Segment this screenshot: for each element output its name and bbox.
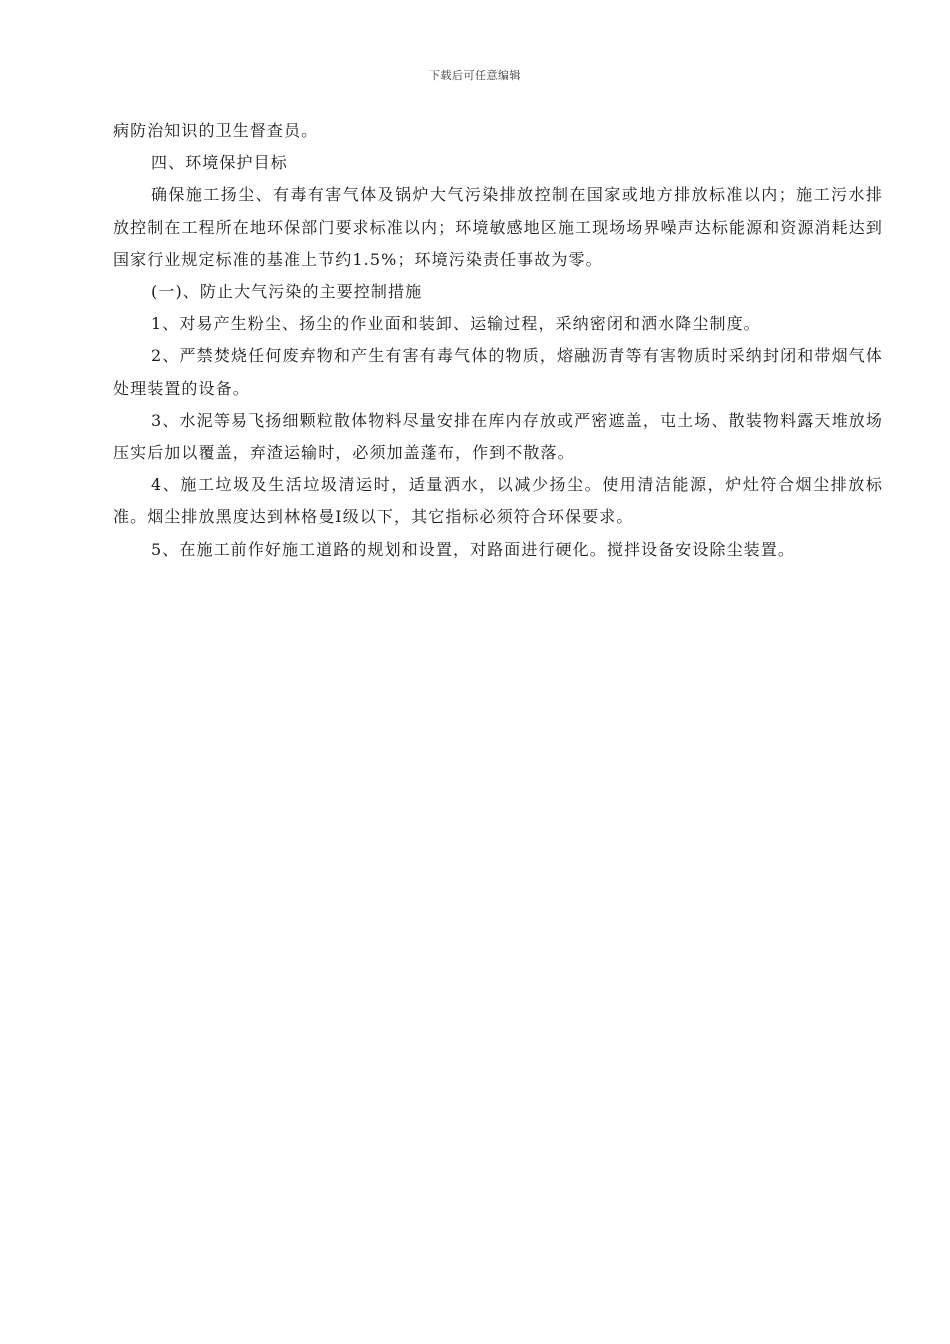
- paragraph-environment-goals: 确保施工扬尘、有毒有害气体及锅炉大气污染排放控制在国家或地方排放标准以内；施工污水排放控制在工程所在地环保部门要求标准以内；环境敏感地区施工现场场界噪声达标能源和资源消耗达到国家行业规定标准的基准上节约1.5%；环境污染责任事故为零。: [113, 185, 883, 269]
- page-header: 下载后可任意编辑: [429, 69, 521, 82]
- paragraph-continuation: 病防治知识的卫生督查员。: [113, 121, 319, 140]
- section-heading-environment: 四、环境保护目标: [151, 153, 288, 173]
- list-item-measure-5: 5、在施工前作好施工道路的规划和设置，对路面进行硬化。搅拌设备安设除尘装置。: [151, 539, 795, 559]
- list-item-measure-3: 3、水泥等易飞扬细颗粒散体物料尽量安排在库内存放或严密遮盖，屯土场、散装物料露天堆放场压实后加以覆盖，弃渣运输时，必须加盖蓬布，作到不散落。: [113, 410, 883, 463]
- list-item-measure-4: 4、施工垃圾及生活垃圾清运时，适量洒水，以减少扬尘。使用清洁能源，炉灶符合烟尘排放标准。烟尘排放黑度达到林格曼Ⅰ级以下，其它指标必须符合环保要求。: [113, 475, 883, 527]
- list-item-measure-2: 2、严禁焚烧任何废弃物和产生有害有毒气体的物质，熔融沥青等有害物质时采纳封闭和带烟气体处理装置的设备。: [113, 346, 883, 398]
- document-body: [113, 115, 883, 566]
- subsection-heading-air-pollution: (一)、防止大气污染的主要控制措施: [151, 282, 423, 302]
- list-item-measure-1: 1、对易产生粉尘、扬尘的作业面和装卸、运输过程，采纳密闭和洒水降尘制度。: [151, 314, 761, 334]
